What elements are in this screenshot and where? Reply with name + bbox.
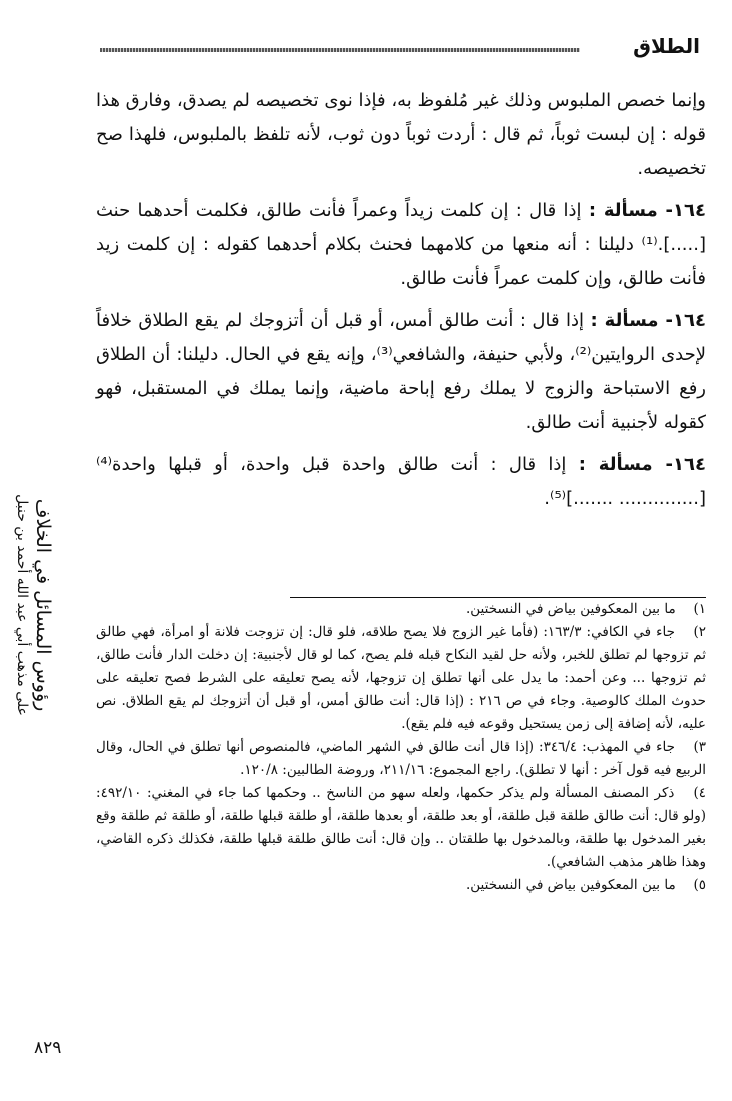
footnote: [96, 874, 706, 897]
main-text: [96, 84, 706, 524]
issue-paragraph: [96, 194, 706, 296]
footnotes: [96, 598, 706, 897]
issue-paragraph: [96, 304, 706, 440]
page-number: ٨٢٩: [34, 1038, 62, 1058]
issue-text: إذا قال : أنت طالق واحدة قبل واحدة، أو قبلها واحدة⁽⁴⁾ [.............. .......]⁽⁵⁾.: [96, 454, 706, 509]
footnote: [96, 736, 706, 782]
footnote: [96, 621, 706, 736]
footnote-text: ذكر المصنف المسألة ولم يذكر حكمها، ولعله سهو من الناسخ .. وحكمها كما جاء في المغني: ٤٩٢/١٠: (ولو قال: أنت طالق طلقة قبل طلقة، أو بعد طلقة، أو بعدها طلقة، أو طلقة قبلها طلقة، أو طلقة ثم طلقة وقع بغير المدخول بها طلقة، وبالمدخول بها طلقتان .. وإن قال: أنت طالق طلقة قبلها طلقة، فكذلك ذكره القاضي، وهذا ظاهر مذهب الشافعي).: [96, 785, 706, 870]
footnote-text: جاء في الكافي: ١٦٣/٣: (فأما غير الزوج فلا يصح طلاقه، فلو قال: إن تزوجت فلانة أو امرأة، فهي طالق ثم تزوجها لم تطلق للخبر، ولأنه حل لقيد النكاح قبله فلم يصح، كما لو قال لأجنبية: إن دخلت الدار فأنت طالق، ثم تزوجها ... وعن أحمد: ما يدل على أنها تطلق إن تزوجها، لأنه يصح تعليقه على الشرط فصح تعليقه على حدوث الملك كالوصية. وجاء في ص ٢١٦ : (إذا قال: أنت طالق أمس، أو قبل أن أتزوجك لم يقع الطلاق. نص عليه، لأنه إضافة إلى زمن يستحيل وقوعه فيه فلم يقع).: [96, 624, 707, 732]
book-subtitle: على مذهب أبي عبد الله أحمد بن حنبل: [14, 494, 30, 716]
footnote-number: ١): [693, 601, 706, 617]
header-rule: [100, 48, 580, 52]
footnote-number: ٥): [693, 877, 706, 893]
footnote: [96, 598, 706, 621]
paragraph: [96, 84, 706, 186]
issue-text: إذا قال : أنت طالق أمس، أو قبل أن أتزوجك لم يقع الطلاق خلافاً لإحدى الروايتين⁽²⁾، ولأبي حنيفة، والشافعي⁽³⁾، وإنه يقع في الحال. دليلنا: أن الطلاق رفع الاستباحة والزوج لا يملك رفع إباحة ماضية، وإنما يملك في المستقبل، فهو كقوله لأجنبية أنت طالق.: [96, 310, 707, 433]
footnote-number: ٤): [693, 785, 707, 801]
footnote-number: ٢): [693, 624, 706, 640]
issue-paragraph: [96, 448, 706, 516]
running-header: [100, 28, 700, 62]
book-title: رؤوس المسائل في الخلاف: [32, 498, 54, 712]
issue-label: ١٦٤- مسألة :: [590, 310, 706, 331]
footnote-number: ٣): [693, 739, 707, 755]
issue-label: ١٦٤- مسألة :: [588, 200, 706, 221]
footnote-text: ما بين المعكوفين بياض في النسختين.: [465, 601, 676, 617]
chapter-title: الطلاق: [633, 34, 700, 58]
footnote-text: ما بين المعكوفين بياض في النسختين.: [465, 877, 676, 893]
footnote-text: جاء في المهذب: ٣٤٦/٤: (إذا قال أنت طالق في الشهر الماضي، فالمنصوص أنها تطلق في الحال، وقال الربيع فيه قول آخر : أنها لا تطلق). راجع المجموع: ٢١١/١٦، وروضة الطالبين: ١٢٠/٨.: [96, 739, 706, 778]
issue-label: ١٦٤- مسألة :: [578, 454, 706, 475]
book-side-title: [6, 360, 62, 850]
footnote: [96, 782, 706, 874]
issue-text: إذا قال : إن كلمت زيداً وعمراً فأنت طالق، فكلمت أحدهما حنث [.....].⁽¹⁾ دليلنا : أنه منعها من كلامهما فحنث بكلام أحدهما كقوله : إن كلمت زيد فأنت طالق، وإن كلمت عمراً فأنت طالق.: [96, 200, 706, 289]
paragraph-text: وإنما خصص الملبوس وذلك غير مُلفوظ به، فإذا نوى تخصيصه لم يصدق، وفارق هذا قوله : إن لبست ثوباً، ثم قال : أردت ثوباً دون ثوب، لأنه تلفظ بالملبوس، فلهذا صح تخصيصه.: [96, 90, 706, 179]
